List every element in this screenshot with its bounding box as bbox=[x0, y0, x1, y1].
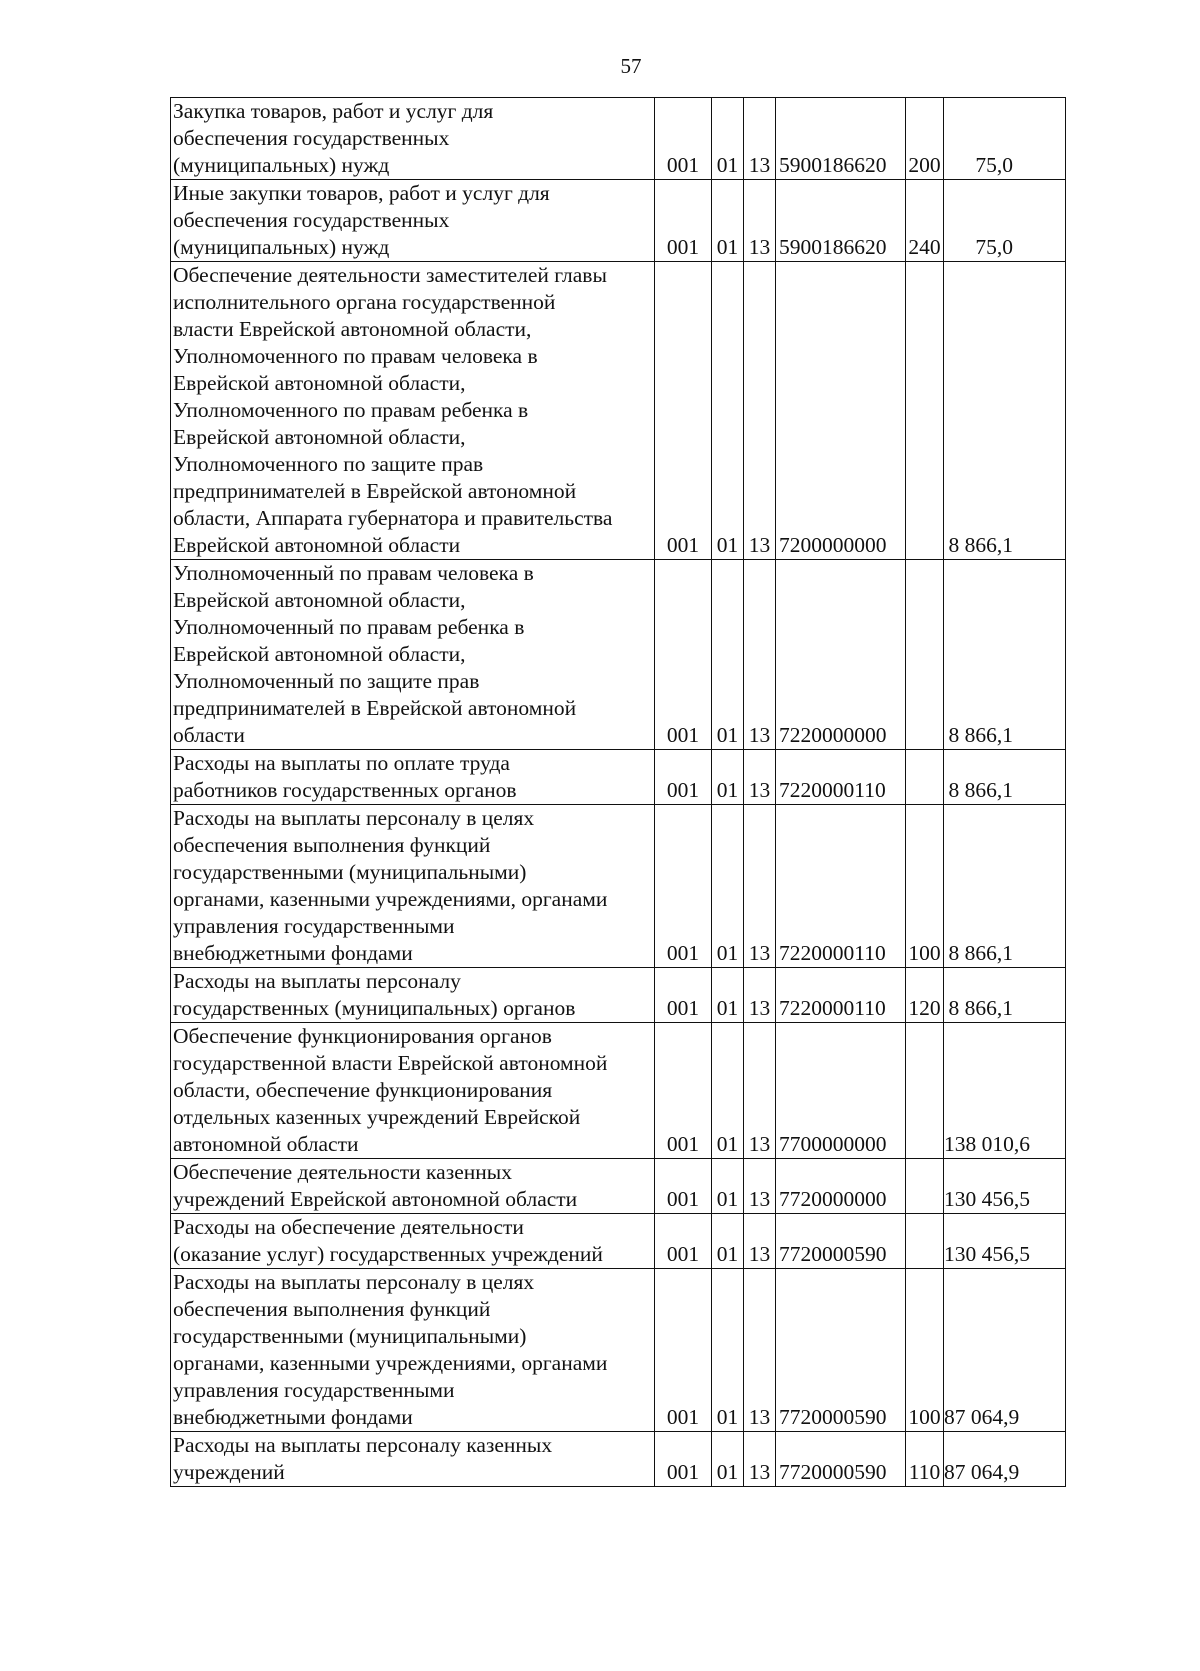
section-code: 01 bbox=[712, 1432, 744, 1487]
description-line: Иные закупки товаров, работ и услуг для bbox=[173, 181, 550, 205]
ministry-code: 001 bbox=[655, 1269, 712, 1432]
table-row bbox=[171, 180, 1066, 262]
section-code: 01 bbox=[712, 805, 744, 968]
subsection-code: 13 bbox=[744, 1214, 776, 1269]
ministry-code: 001 bbox=[655, 98, 712, 180]
description-line: Еврейской автономной области bbox=[173, 533, 461, 557]
amount-value: 130 456,5 bbox=[944, 1214, 1066, 1269]
target-article-code: 7220000000 bbox=[776, 560, 906, 750]
target-article-code: 7720000590 bbox=[776, 1432, 906, 1487]
amount-value: 75,0 bbox=[944, 180, 1066, 262]
amount-value: 130 456,5 bbox=[944, 1159, 1066, 1214]
section-code: 01 bbox=[712, 968, 744, 1023]
description-line: Расходы на обеспечение деятельности bbox=[173, 1215, 524, 1239]
amount-value: 8 866,1 bbox=[944, 560, 1066, 750]
subsection-code: 13 bbox=[744, 1432, 776, 1487]
ministry-code: 001 bbox=[655, 750, 712, 805]
description-line: Расходы на выплаты по оплате труда bbox=[173, 751, 510, 775]
target-article-code: 7700000000 bbox=[776, 1023, 906, 1159]
section-code: 01 bbox=[712, 1269, 744, 1432]
description-line: Уполномоченный по правам человека в bbox=[173, 561, 534, 585]
description-line: Уполномоченного по правам человека в bbox=[173, 344, 538, 368]
target-article-code: 7220000110 bbox=[776, 968, 906, 1023]
amount-value: 8 866,1 bbox=[944, 968, 1066, 1023]
amount-value: 87 064,9 bbox=[944, 1269, 1066, 1432]
target-article-code: 5900186620 bbox=[776, 180, 906, 262]
description-line: Расходы на выплаты персоналу казенных bbox=[173, 1433, 553, 1457]
description-line: Обеспечение деятельности казенных bbox=[173, 1160, 512, 1184]
expense-type-code bbox=[906, 262, 944, 560]
section-code: 01 bbox=[712, 262, 744, 560]
subsection-code: 13 bbox=[744, 560, 776, 750]
subsection-code: 13 bbox=[744, 1023, 776, 1159]
page-number: 57 bbox=[620, 54, 642, 78]
description-line: обеспечения государственных bbox=[173, 208, 450, 232]
section-code: 01 bbox=[712, 180, 744, 262]
ministry-code: 001 bbox=[655, 262, 712, 560]
section-code: 01 bbox=[712, 1023, 744, 1159]
table-row bbox=[171, 805, 1066, 968]
description-line: внебюджетными фондами bbox=[173, 941, 413, 965]
description-line: Расходы на выплаты персоналу в целях bbox=[173, 806, 535, 830]
row-description bbox=[171, 98, 655, 180]
description-line: Уполномоченный по правам ребенка в bbox=[173, 615, 525, 639]
description-line: Обеспечение функционирования органов bbox=[173, 1024, 552, 1048]
target-article-code: 7720000590 bbox=[776, 1214, 906, 1269]
description-line: исполнительного органа государственной bbox=[173, 290, 556, 314]
target-article-code: 7220000110 bbox=[776, 805, 906, 968]
row-description bbox=[171, 180, 655, 262]
description-line: обеспечения выполнения функций bbox=[173, 1297, 491, 1321]
row-description bbox=[171, 560, 655, 750]
ministry-code: 001 bbox=[655, 560, 712, 750]
ministry-code: 001 bbox=[655, 1432, 712, 1487]
section-code: 01 bbox=[712, 1159, 744, 1214]
description-line: Еврейской автономной области, bbox=[173, 642, 466, 666]
table-row bbox=[171, 262, 1066, 560]
description-line: государственными (муниципальными) bbox=[173, 1324, 527, 1348]
description-line: государственных (муниципальных) органов bbox=[173, 996, 576, 1020]
target-article-code: 5900186620 bbox=[776, 98, 906, 180]
description-line: управления государственными bbox=[173, 1378, 455, 1402]
row-description bbox=[171, 1159, 655, 1214]
description-line: учреждений Еврейской автономной области bbox=[173, 1187, 578, 1211]
expense-type-code: 100 bbox=[906, 805, 944, 968]
description-line: Уполномоченный по защите прав bbox=[173, 669, 480, 693]
section-code: 01 bbox=[712, 1214, 744, 1269]
description-line: Обеспечение деятельности заместителей главы bbox=[173, 263, 607, 287]
description-line: области, обеспечение функционирования bbox=[173, 1078, 553, 1102]
budget-table bbox=[170, 97, 1066, 1487]
description-line: (муниципальных) нужд bbox=[173, 235, 390, 259]
target-article-code: 7220000110 bbox=[776, 750, 906, 805]
expense-type-code bbox=[906, 1214, 944, 1269]
table-row bbox=[171, 1214, 1066, 1269]
description-line: государственными (муниципальными) bbox=[173, 860, 527, 884]
description-line: (муниципальных) нужд bbox=[173, 153, 390, 177]
ministry-code: 001 bbox=[655, 180, 712, 262]
subsection-code: 13 bbox=[744, 805, 776, 968]
description-line: работников государственных органов bbox=[173, 778, 517, 802]
table-row bbox=[171, 560, 1066, 750]
description-line: обеспечения выполнения функций bbox=[173, 833, 491, 857]
description-line: отдельных казенных учреждений Еврейской bbox=[173, 1105, 581, 1129]
subsection-code: 13 bbox=[744, 968, 776, 1023]
row-description bbox=[171, 750, 655, 805]
row-description bbox=[171, 262, 655, 560]
expense-type-code bbox=[906, 1159, 944, 1214]
table-row bbox=[171, 1023, 1066, 1159]
subsection-code: 13 bbox=[744, 262, 776, 560]
row-description bbox=[171, 1023, 655, 1159]
row-description bbox=[171, 805, 655, 968]
description-line: предпринимателей в Еврейской автономной bbox=[173, 479, 577, 503]
amount-value: 138 010,6 bbox=[944, 1023, 1066, 1159]
expense-type-code bbox=[906, 1023, 944, 1159]
description-line: области, Аппарата губернатора и правительства bbox=[173, 506, 613, 530]
amount-value: 75,0 bbox=[944, 98, 1066, 180]
ministry-code: 001 bbox=[655, 1159, 712, 1214]
description-line: власти Еврейской автономной области, bbox=[173, 317, 532, 341]
description-line: управления государственными bbox=[173, 914, 455, 938]
table-body bbox=[171, 98, 1066, 1487]
description-line: Еврейской автономной области, bbox=[173, 371, 466, 395]
description-line: Расходы на выплаты персоналу bbox=[173, 969, 461, 993]
section-code: 01 bbox=[712, 560, 744, 750]
description-line: (оказание услуг) государственных учреждений bbox=[173, 1242, 603, 1266]
expense-type-code: 100 bbox=[906, 1269, 944, 1432]
row-description bbox=[171, 1269, 655, 1432]
amount-value: 8 866,1 bbox=[944, 750, 1066, 805]
target-article-code: 7720000000 bbox=[776, 1159, 906, 1214]
table-row bbox=[171, 1432, 1066, 1487]
expense-type-code: 240 bbox=[906, 180, 944, 262]
subsection-code: 13 bbox=[744, 1269, 776, 1432]
expense-type-code: 120 bbox=[906, 968, 944, 1023]
expense-type-code: 200 bbox=[906, 98, 944, 180]
description-line: Уполномоченного по защите прав bbox=[173, 452, 484, 476]
amount-value: 8 866,1 bbox=[944, 805, 1066, 968]
subsection-code: 13 bbox=[744, 750, 776, 805]
description-line: органами, казенными учреждениями, органами bbox=[173, 887, 608, 911]
description-line: предпринимателей в Еврейской автономной bbox=[173, 696, 577, 720]
description-line: Уполномоченного по правам ребенка в bbox=[173, 398, 529, 422]
row-description bbox=[171, 1214, 655, 1269]
row-description bbox=[171, 968, 655, 1023]
section-code: 01 bbox=[712, 750, 744, 805]
section-code: 01 bbox=[712, 98, 744, 180]
target-article-code: 7200000000 bbox=[776, 262, 906, 560]
description-line: Еврейской автономной области, bbox=[173, 425, 466, 449]
description-line: Закупка товаров, работ и услуг для bbox=[173, 99, 494, 123]
subsection-code: 13 bbox=[744, 98, 776, 180]
ministry-code: 001 bbox=[655, 1023, 712, 1159]
table-row bbox=[171, 1269, 1066, 1432]
ministry-code: 001 bbox=[655, 968, 712, 1023]
subsection-code: 13 bbox=[744, 180, 776, 262]
description-line: государственной власти Еврейской автономной bbox=[173, 1051, 608, 1075]
expense-type-code: 110 bbox=[906, 1432, 944, 1487]
table-row bbox=[171, 750, 1066, 805]
description-line: автономной области bbox=[173, 1132, 359, 1156]
table-row bbox=[171, 98, 1066, 180]
expense-type-code bbox=[906, 560, 944, 750]
table-row bbox=[171, 968, 1066, 1023]
description-line: внебюджетными фондами bbox=[173, 1405, 413, 1429]
row-description bbox=[171, 1432, 655, 1487]
ministry-code: 001 bbox=[655, 1214, 712, 1269]
amount-value: 8 866,1 bbox=[944, 262, 1066, 560]
description-line: учреждений bbox=[173, 1460, 285, 1484]
ministry-code: 001 bbox=[655, 805, 712, 968]
description-line: Еврейской автономной области, bbox=[173, 588, 466, 612]
description-line: обеспечения государственных bbox=[173, 126, 450, 150]
amount-value: 87 064,9 bbox=[944, 1432, 1066, 1487]
subsection-code: 13 bbox=[744, 1159, 776, 1214]
table-row bbox=[171, 1159, 1066, 1214]
description-line: органами, казенными учреждениями, органами bbox=[173, 1351, 608, 1375]
description-line: Расходы на выплаты персоналу в целях bbox=[173, 1270, 535, 1294]
expense-type-code bbox=[906, 750, 944, 805]
description-line: области bbox=[173, 723, 245, 747]
target-article-code: 7720000590 bbox=[776, 1269, 906, 1432]
